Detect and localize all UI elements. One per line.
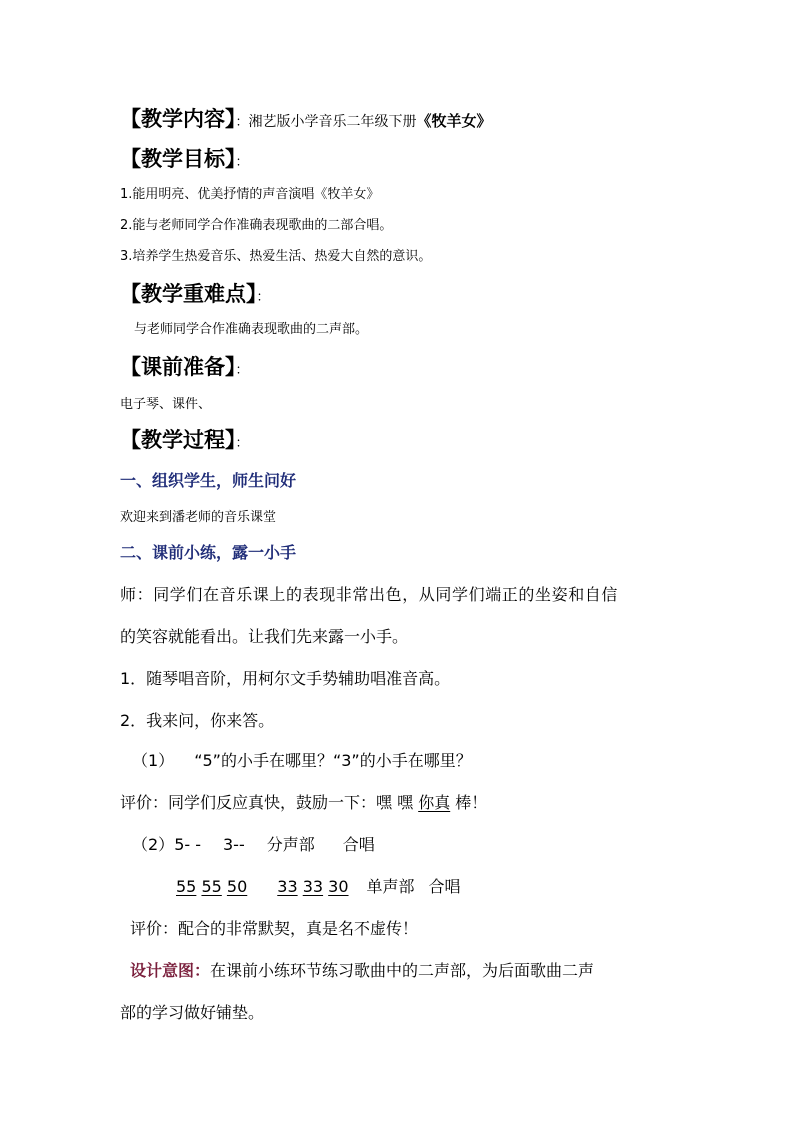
rhythm-part-label: 单声部 bbox=[366, 877, 415, 896]
rhythm-notes-a2: 55 bbox=[201, 877, 222, 896]
step2-item-2: 2．我来问，你来答。 bbox=[120, 711, 275, 730]
goal-item-3: 3.培养学生热爱音乐、热爱生活、热爱大自然的意识。 bbox=[120, 249, 432, 264]
question2-line bbox=[132, 837, 375, 853]
preparation-text: 电子琴、课件、 bbox=[120, 397, 212, 412]
keypoints-heading-line bbox=[120, 284, 270, 305]
evaluation1-line bbox=[120, 795, 487, 811]
question2-chorus-label: 合唱 bbox=[342, 835, 375, 854]
keypoints-heading: 【教学重难点】 bbox=[120, 282, 257, 306]
question2-part-label: 分声部 bbox=[266, 835, 315, 854]
goal-item-2: 2.能与老师同学合作准确表现歌曲的二部合唱。 bbox=[120, 218, 393, 233]
goals-colon: ： bbox=[235, 155, 249, 170]
question2-notes-a: 5- - bbox=[174, 835, 201, 854]
goal-item-1: 1.能用明亮、优美抒情的声音演唱《牧羊女》 bbox=[120, 187, 380, 202]
keypoints-colon: ： bbox=[256, 290, 270, 305]
design-intent-line1 bbox=[130, 963, 594, 979]
question2-notes-b: 3-- bbox=[223, 835, 245, 854]
step1-title: 一、组织学生，师生问好 bbox=[120, 471, 297, 490]
content-heading: 【教学内容】 bbox=[120, 107, 236, 131]
content-heading-line bbox=[120, 109, 492, 130]
step1-text: 欢迎来到潘老师的音乐课堂 bbox=[120, 510, 277, 525]
evaluation2: 评价：配合的非常默契，真是名不虚传！ bbox=[130, 919, 419, 938]
evaluation1-suffix: 棒！ bbox=[450, 793, 488, 812]
question1-line bbox=[132, 753, 472, 769]
rhythm-line bbox=[176, 879, 461, 895]
keypoints-text: 与老师同学合作准确表现歌曲的二声部。 bbox=[134, 322, 369, 337]
rhythm-notes-b2: 33 bbox=[302, 877, 324, 896]
question2-number: （2） bbox=[132, 835, 175, 854]
step2-title: 二、课前小练，露一小手 bbox=[120, 543, 297, 562]
step2-paragraph-line1: 师：同学们在音乐课上的表现非常出色，从同学们端正的坐姿和自信 bbox=[120, 585, 619, 604]
evaluation1-prefix: 评价：同学们反应真快，鼓励一下：嘿 嘿 bbox=[120, 793, 419, 812]
design-intent-label: 设计意图： bbox=[130, 961, 211, 980]
rhythm-notes-a1: 55 bbox=[176, 877, 197, 896]
content-text: 湘艺版小学音乐二年级下册 bbox=[248, 114, 417, 130]
process-colon: ： bbox=[235, 436, 249, 451]
rhythm-notes-b1: 33 bbox=[277, 877, 298, 896]
step2-item-1: 1．随琴唱音阶，用柯尔文手势辅助唱准音高。 bbox=[120, 669, 451, 688]
goals-heading: 【教学目标】 bbox=[120, 147, 236, 171]
preparation-heading: 【课前准备】 bbox=[120, 355, 236, 379]
preparation-heading-line bbox=[120, 357, 249, 378]
evaluation1-underlined: 你真 bbox=[418, 793, 451, 812]
rhythm-notes-a3: 50 bbox=[226, 877, 248, 896]
rhythm-notes-b3: 30 bbox=[328, 877, 349, 896]
question1-text: “5”的小手在哪里？“3”的小手在哪里？ bbox=[194, 751, 472, 770]
process-heading: 【教学过程】 bbox=[120, 428, 236, 452]
step2-paragraph-line2: 的笑容就能看出。让我们先来露一小手。 bbox=[120, 627, 409, 646]
design-intent-line2: 部的学习做好铺垫。 bbox=[120, 1003, 265, 1022]
design-intent-text-1: 在课前小练环节练习歌曲中的二声部，为后面歌曲二声 bbox=[210, 961, 595, 980]
content-colon: ： bbox=[235, 115, 249, 130]
goals-heading-line bbox=[120, 149, 249, 170]
process-heading-line bbox=[120, 430, 249, 451]
question1-number: （1） bbox=[132, 751, 175, 770]
content-book-title: 《牧羊女》 bbox=[416, 112, 492, 130]
preparation-colon: ： bbox=[235, 363, 249, 378]
rhythm-chorus-label: 合唱 bbox=[428, 877, 461, 896]
